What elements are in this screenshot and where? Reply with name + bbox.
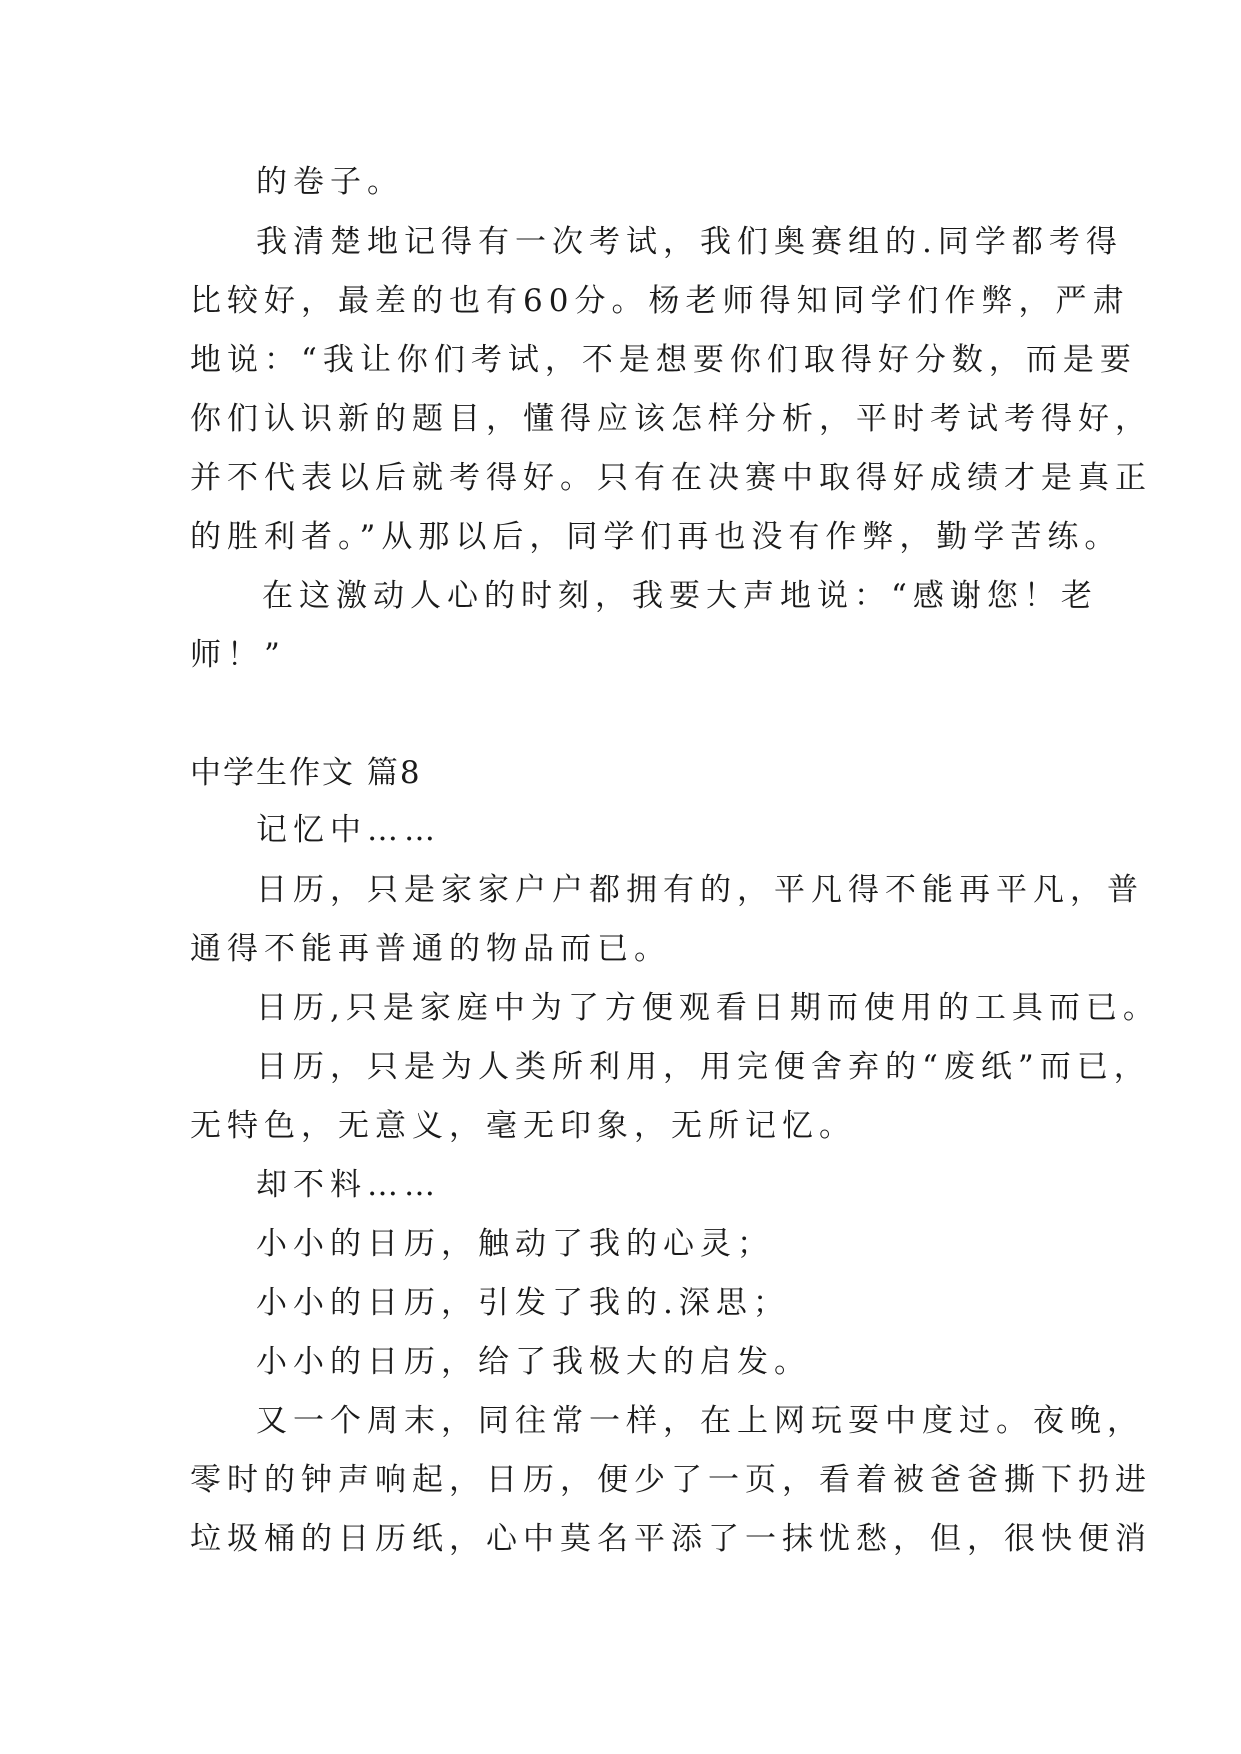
- paragraph-line: 小小的日历，引发了我的.深思；: [256, 1285, 790, 1321]
- paragraph-line: 日历,只是家庭中为了方便观看日期而使用的工具而已。: [256, 990, 1160, 1026]
- paragraph-line: 地说：“我让你们考试，不是想要你们取得好分数，而是要: [190, 342, 1137, 378]
- paragraph-line: 却不料……: [256, 1167, 441, 1203]
- paragraph-line: 我清楚地记得有一次考试，我们奥赛组的.同学都考得: [256, 224, 1123, 260]
- paragraph-line: 日历，只是家家户户都拥有的，平凡得不能再平凡，普: [256, 872, 1144, 908]
- paragraph-line: 的卷子。: [256, 164, 404, 200]
- paragraph-line: 并不代表以后就考得好。只有在决赛中取得好成绩才是真正: [190, 460, 1152, 496]
- paragraph-line: 小小的日历，触动了我的心灵；: [256, 1226, 774, 1262]
- paragraph-line: 零时的钟声响起，日历，便少了一页，看着被爸爸撕下扔进: [190, 1462, 1152, 1498]
- paragraph-line: 小小的日历，给了我极大的启发。: [256, 1344, 811, 1380]
- paragraph-line: 无特色，无意义，毫无印象，无所记忆。: [190, 1108, 856, 1144]
- paragraph-line: 比较好，最差的也有60分。杨老师得知同学们作弊，严肃: [190, 283, 1130, 319]
- paragraph-line: 垃圾桶的日历纸，心中莫名平添了一抹忧愁，但，很快便消: [190, 1521, 1152, 1557]
- paragraph-line: 的胜利者。”从那以后，同学们再也没有作弊，勤学苦练。: [190, 519, 1122, 555]
- paragraph-line: 记忆中……: [256, 812, 441, 848]
- paragraph-line: 你们认识新的题目，懂得应该怎样分析，平时考试考得好，: [190, 401, 1152, 437]
- paragraph-line: 师！”: [190, 637, 286, 673]
- paragraph-line: 又一个周末，同往常一样，在上网玩耍中度过。夜晚，: [256, 1403, 1144, 1439]
- paragraph-line: 日历，只是为人类所利用，用完便舍弃的“废纸”而已，: [256, 1049, 1151, 1085]
- section-heading: 中学生作文 篇8: [190, 755, 422, 791]
- paragraph-line: 通得不能再普通的物品而已。: [190, 931, 671, 967]
- paragraph-line: 在这激动人心的时刻，我要大声地说：“感谢您！老: [262, 578, 1098, 614]
